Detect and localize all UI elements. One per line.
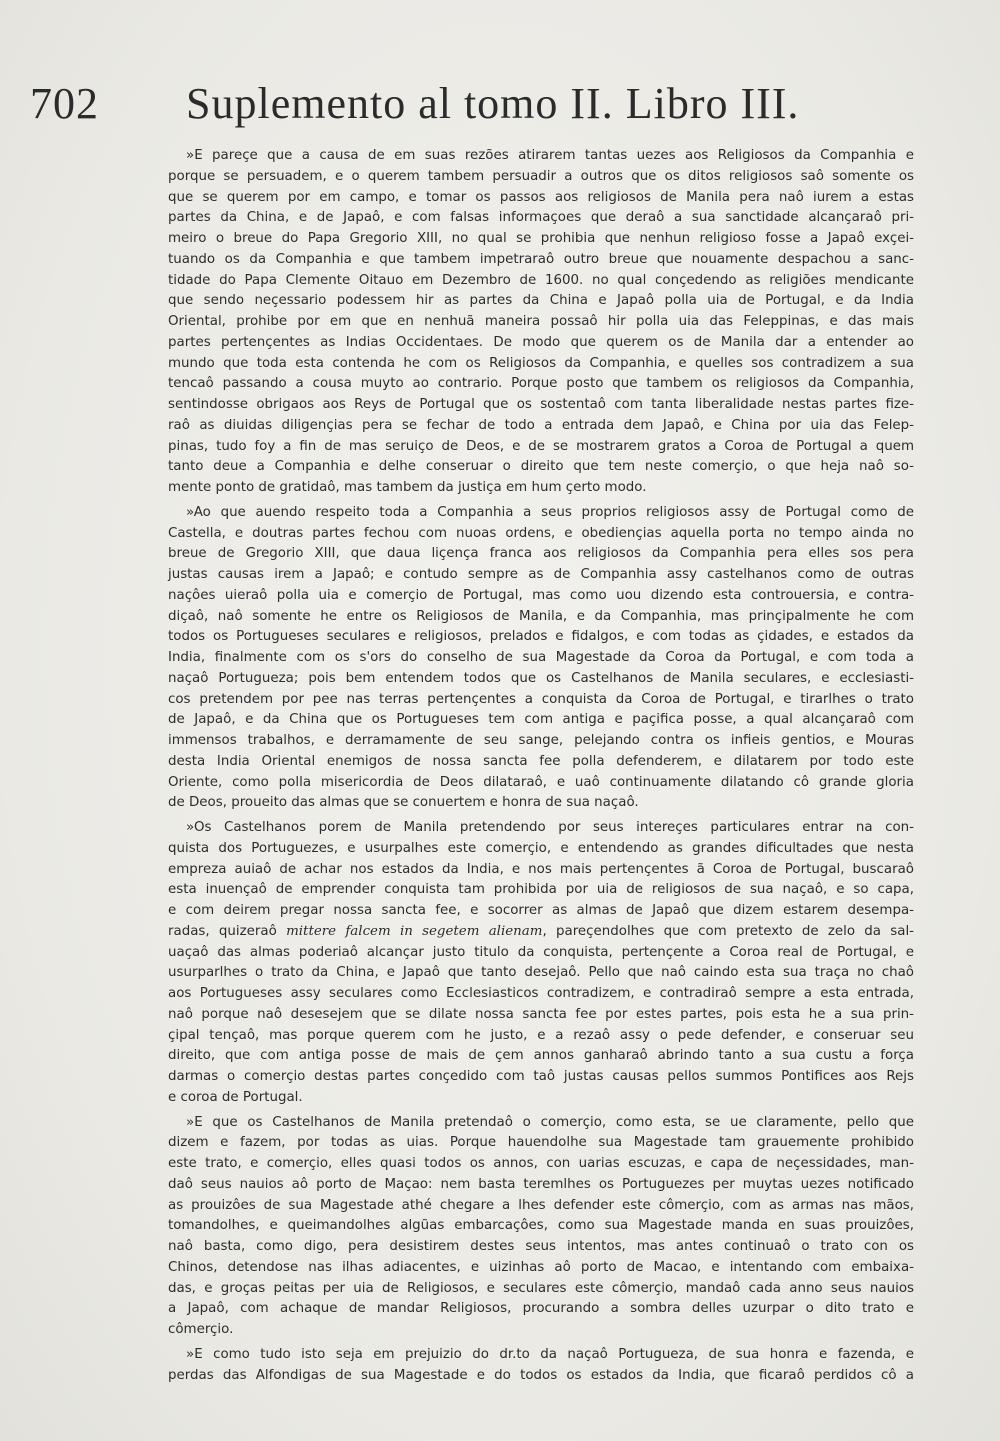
text-line: pinas, tudo foy a fin de mas seruiço de Deos, e de se mostrarem gratos a Coroa de Portugal a quem xyxy=(168,438,914,454)
body-text xyxy=(168,146,914,1390)
text-line: »Ao que auendo respeito toda a Companhia a seus proprios religiosos assy de Portugal como de xyxy=(186,504,914,520)
text-line: cômerçio. xyxy=(168,1322,234,1337)
paragraph xyxy=(168,818,914,1109)
text-line: radas, quizeraô mittere falcem in segetem alienam, pareçendolhes que com pretexto de zelo da sal- xyxy=(168,923,915,939)
text-line: naçaô Portugueza; pois bem entendem todos que os Castelhanos de Manila seculares, e ecclesiasti- xyxy=(168,670,914,686)
text-line: mente ponto de gratidaô, mas tambem da justiça em hum çerto modo. xyxy=(168,480,647,495)
text-line: naô porque naô desesejem que se dilate nossa sancta fee por estes partes, pois esta he a sua prin- xyxy=(168,1006,914,1022)
text-line: as prouizôes de sua Magestade athé chegare a lhes defender este cômerçio, com as armas nas mãos, xyxy=(168,1197,914,1213)
text-line: de Deos, proueito das almas que se conuertem e honra de sua naçaô. xyxy=(168,795,639,811)
text-line: Chinos, detendose nas ilhas adiacentes, e uizinhas aô porto de Macao, e intentando com embaixa- xyxy=(168,1259,914,1275)
text-line: dizem e fazem, por todas as uias. Porque hauendolhe sua Magestade tam grauemente prohibido xyxy=(168,1135,914,1151)
text-line: »E pareçe que a causa de em suas rezões atirarem tantas uezes aos Religiosos da Companhia e xyxy=(186,148,914,163)
text-line: desta India Oriental enemigos de nossa sancta fee polla defenderem, e dilatarem por todo este xyxy=(168,753,914,769)
text-line: Castella, e doutras partes fechou com nuoas ordens, e obediençias aquella porta no tempo ainda no xyxy=(168,525,914,541)
text-line: partes da China, e de Japaô, e com falsas informaçoes que deraô a sua sanctidade alcançaraô pri- xyxy=(168,210,914,226)
text-line: tidade do Papa Clemente Oitauo em Dezembro de 1600. no qual conçedendo as religiões mendicante xyxy=(168,272,914,288)
text-line: de Japaô, e da China que os Portugueses tem com antiga e paçifica posse, a qual alcançaraô com xyxy=(168,712,914,728)
text-line: justas causas irem a Japaô; e contudo sempre as de Companhia assy castelhanos como de outras xyxy=(168,567,914,582)
text-line: Oriente, como polla misericordia de Deos dilataraô, e uaô continuamente dilatando cô grande gloria xyxy=(168,774,914,790)
text-line: naô basta, como digo, pera desistirem destes seus intentos, mas antes continuaô o trato con os xyxy=(168,1239,914,1254)
text-line: todos os Portugueses seculares e religiosos, prelados e fidalgos, e com todas as çidades, e estados da xyxy=(168,629,914,645)
text-line: çipal tençaô, mas porque querem com he justo, e a rezaô assy o pede defender, e conseruar seu xyxy=(168,1027,914,1043)
page-number: 702 xyxy=(30,79,99,128)
paragraph xyxy=(168,1345,914,1387)
running-title: Suplemento al tomo II. Libro III. xyxy=(186,79,800,128)
text-line: aos Portugueses assy seculares como Ecclesiasticos contradizem, e contradiraô sempre a esta entrada, xyxy=(168,986,914,1001)
latin-phrase: mittere falcem in segetem alienam xyxy=(286,923,543,939)
text-line: naçôes uieraô polla uia e comerçio de Portugal, mas como uou dizendo esta controuersia, e contra- xyxy=(168,587,914,603)
text-line: »E como tudo isto seja em prejuizio do dr.to da naçaô Portugueza, de sua honra e fazenda, e xyxy=(186,1346,914,1362)
text-line: perdas das Alfondigas de sua Magestade e do todos os estados da India, que ficaraô perdidos cô a xyxy=(168,1367,914,1383)
text-line: usurparlhes o trato da China, e Japaô que tanto desejaô. Pello que naô caindo esta sua traça no chaô xyxy=(168,965,914,981)
text-line: quista dos Portuguezes, e usurpalhes este comerçio, e entendendo as grandes dificultades que nesta xyxy=(168,840,914,856)
text-line: porque se persuadem, e o querem tambem persuadir a outros que os ditos religiosos saô somente os xyxy=(168,168,914,184)
text-line: a Japaô, com achaque de mandar Religiosos, procurando a sombra delles uzurpar o dito trato e xyxy=(168,1301,914,1317)
text-line: breue de Gregorio XIII, que daua liçença franca aos religiosos da Companhia pera elles sos pera xyxy=(168,546,914,562)
paragraph xyxy=(168,146,914,499)
text-line: tanto deue a Companhia e delhe conseruar o direito que tem neste comerçio, o que heja naô so- xyxy=(168,459,914,475)
text-line: cos pretendem por pee nas terras pertençentes a conquista da Coroa de Portugal, e tirarlhes o trato xyxy=(168,691,914,707)
text-line: este trato, e comerçio, elles quasi todos os annos, con uarias escuzas, e capa de neçessidades, man- xyxy=(168,1156,914,1171)
text-line: India, finalmente com os s'ors do conselho de sua Magestade da Coroa da Portugal, e com toda a xyxy=(168,650,914,665)
text-line: diçaô, naô somente he entre os Religiosos de Manila, e da Companhia, mas prinçipalmente he com xyxy=(168,608,914,624)
text-line: e coroa de Portugal. xyxy=(168,1089,303,1105)
paragraph xyxy=(168,503,914,814)
text-line: e com deirem pregar nossa sancta fee, e socorrer as almas de Japaô que dizem estarem desempa- xyxy=(168,903,914,918)
text-line: sentindosse obrigaos aos Reys de Portugal que os sostentaô com tanta liberalidade nestas partes fize- xyxy=(168,397,914,412)
paragraph xyxy=(168,1113,914,1341)
text-line: immensos trabalhos, e derramamente de seu sange, pelejando contra os infieis gentios, e Mouras xyxy=(168,733,914,748)
text-line: mundo que toda esta contenda he com os Religiosos da Companhia, e quelles sos contradizem a sua xyxy=(168,355,914,371)
text-line: darmas o comerçio destas partes conçedido com taô justas causas pellos summos Pontifices aos Rejs xyxy=(168,1069,914,1084)
text-line: esta inuençaô de emprender conquista tam prohibida por uia de religiosos de sua naçaô, e so capa, xyxy=(168,882,914,898)
text-line: »Os Castelhanos porem de Manila pretendendo por seus intereçes particulares entrar na con- xyxy=(186,820,914,835)
text-line: direito, que com antiga posse de mais de çem annos ganharaô abrindo tanto a sua custu a força xyxy=(168,1048,914,1064)
text-line: tencaô passando a cousa muyto ao contrario. Porque posto que tambem os religiosos da Companhia, xyxy=(168,376,914,392)
text-line: tomandolhes, e queimandolhes algũas embarcaçôes, como sua Magestade manda en suas prouizôes, xyxy=(168,1218,914,1234)
text-line: partes pertençentes as Indias Occidentaes. De modo que querem os de Manila dar a entender ao xyxy=(168,334,914,350)
text-line: daô seus nauios aô porto de Maçao: nem basta teremlhes os Portuguezes per muytas uezes notificado xyxy=(168,1176,914,1192)
text-line: que sendo neçessario podessem hir as partes da China e Japaô polla uia de Portugal, e da India xyxy=(168,293,914,309)
page-header xyxy=(30,78,960,138)
text-line: empreza auiaô de achar nos estados da India, e nos mais pertençentes ã Coroa de Portugal, buscaraô xyxy=(168,861,914,877)
text-line: que se querem por em campo, e tomar os passos aos religiosos de Manila pera naô iurem a estas xyxy=(168,189,914,205)
text-line: uaçaô das almas poderiaô alcançar justo titulo da conquista, pertençente a Coroa real de Portugal, e xyxy=(168,944,914,960)
text-line: raô as diuidas diligençias pera se fechar de todo a entrada dem Japaô, e China por uia das Felep- xyxy=(168,417,914,433)
text-line: tuando os da Companhia e que tambem impetraraô outro breue que nouamente despachou a sanc- xyxy=(168,251,914,267)
text-line: das, e groças peitas per uia de Religiosos, e seculares este cômerçio, mandaô cada anno seus nauios xyxy=(168,1280,914,1296)
text-line: Oriental, prohibe por em que en nenhuã maneira possaô hir polla uia das Feleppinas, e das mais xyxy=(168,314,914,329)
text-line: meiro o breue do Papa Gregorio XIII, no qual se prohibia que nenhun religioso fosse a Japaô exçei- xyxy=(168,231,914,246)
text-line: »E que os Castelhanos de Manila pretendaô o comerçio, como esta, se ue claramente, pello que xyxy=(186,1114,914,1130)
